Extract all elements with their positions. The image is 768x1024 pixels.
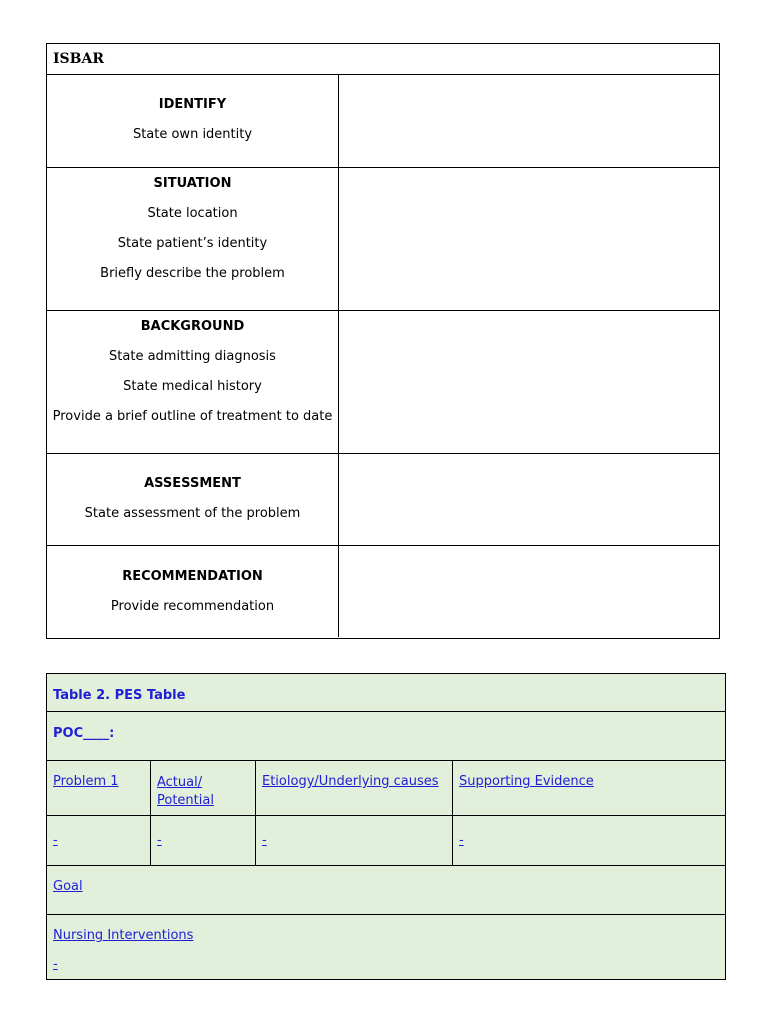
section-title: IDENTIFY bbox=[158, 97, 227, 112]
pes-data-cell[interactable] bbox=[151, 816, 256, 865]
pes-table bbox=[46, 673, 726, 980]
isbar-entry-cell[interactable] bbox=[339, 454, 719, 545]
supporting-evidence-header-link[interactable]: Supporting Evidence bbox=[459, 774, 594, 789]
isbar-row-situation bbox=[47, 168, 719, 311]
pes-poc-row bbox=[47, 712, 725, 761]
isbar-row-recommendation bbox=[47, 546, 719, 637]
section-line: Briefly describe the problem bbox=[100, 266, 285, 281]
section-line: State assessment of the problem bbox=[84, 506, 301, 521]
isbar-entry-cell[interactable] bbox=[339, 546, 719, 637]
goal-link[interactable]: Goal bbox=[53, 879, 83, 894]
isbar-entry-cell[interactable] bbox=[339, 311, 719, 453]
etiology-header-link[interactable]: Etiology/Underlying causes bbox=[262, 774, 439, 789]
isbar-row-identify bbox=[47, 75, 719, 168]
section-title: BACKGROUND bbox=[140, 319, 245, 334]
cell-dash[interactable]: - bbox=[262, 833, 267, 848]
isbar-label-cell bbox=[47, 454, 339, 545]
isbar-title: ISBAR bbox=[47, 44, 719, 75]
pes-interventions-row bbox=[47, 915, 725, 978]
pes-header-cell bbox=[256, 761, 453, 815]
pes-data-cell[interactable] bbox=[256, 816, 453, 865]
isbar-entry-cell[interactable] bbox=[339, 168, 719, 310]
section-line: State location bbox=[147, 206, 238, 221]
poc-label: POC____: bbox=[53, 726, 115, 741]
pes-header-cell bbox=[47, 761, 151, 815]
pes-header-cell bbox=[453, 761, 725, 815]
actual-potential-header-link[interactable]: Actual/ Potential bbox=[157, 775, 214, 808]
isbar-entry-cell[interactable] bbox=[339, 75, 719, 167]
pes-title: Table 2. PES Table bbox=[53, 688, 186, 703]
pes-data-cell[interactable] bbox=[47, 816, 151, 865]
pes-data-cell[interactable] bbox=[453, 816, 725, 865]
isbar-row-assessment bbox=[47, 454, 719, 546]
isbar-label-cell bbox=[47, 311, 339, 453]
interventions-dash[interactable]: - bbox=[53, 957, 58, 972]
isbar-row-background bbox=[47, 311, 719, 454]
problem-header-link[interactable]: Problem 1 bbox=[53, 774, 119, 789]
section-line: State own identity bbox=[132, 127, 253, 142]
section-line: Provide a brief outline of treatment to date bbox=[52, 409, 333, 424]
isbar-label-cell bbox=[47, 546, 339, 637]
cell-dash[interactable]: - bbox=[459, 833, 464, 848]
section-line: State patient’s identity bbox=[117, 236, 268, 251]
section-line: State admitting diagnosis bbox=[109, 349, 276, 364]
nursing-interventions-link[interactable]: Nursing Interventions bbox=[53, 928, 194, 943]
isbar-label-cell bbox=[47, 75, 339, 167]
section-title: SITUATION bbox=[153, 176, 232, 191]
isbar-label-cell bbox=[47, 168, 339, 310]
cell-dash[interactable]: - bbox=[157, 833, 162, 848]
section-title: ASSESSMENT bbox=[144, 476, 241, 491]
isbar-table bbox=[46, 43, 720, 639]
section-title: RECOMMENDATION bbox=[122, 569, 263, 584]
pes-header-row bbox=[47, 761, 725, 816]
section-line: Provide recommendation bbox=[110, 599, 275, 614]
pes-header-cell bbox=[151, 761, 256, 815]
section-line: State medical history bbox=[123, 379, 262, 394]
cell-dash[interactable]: - bbox=[53, 833, 58, 848]
pes-title-row bbox=[47, 674, 725, 712]
pes-data-row bbox=[47, 816, 725, 866]
pes-goal-row bbox=[47, 866, 725, 915]
